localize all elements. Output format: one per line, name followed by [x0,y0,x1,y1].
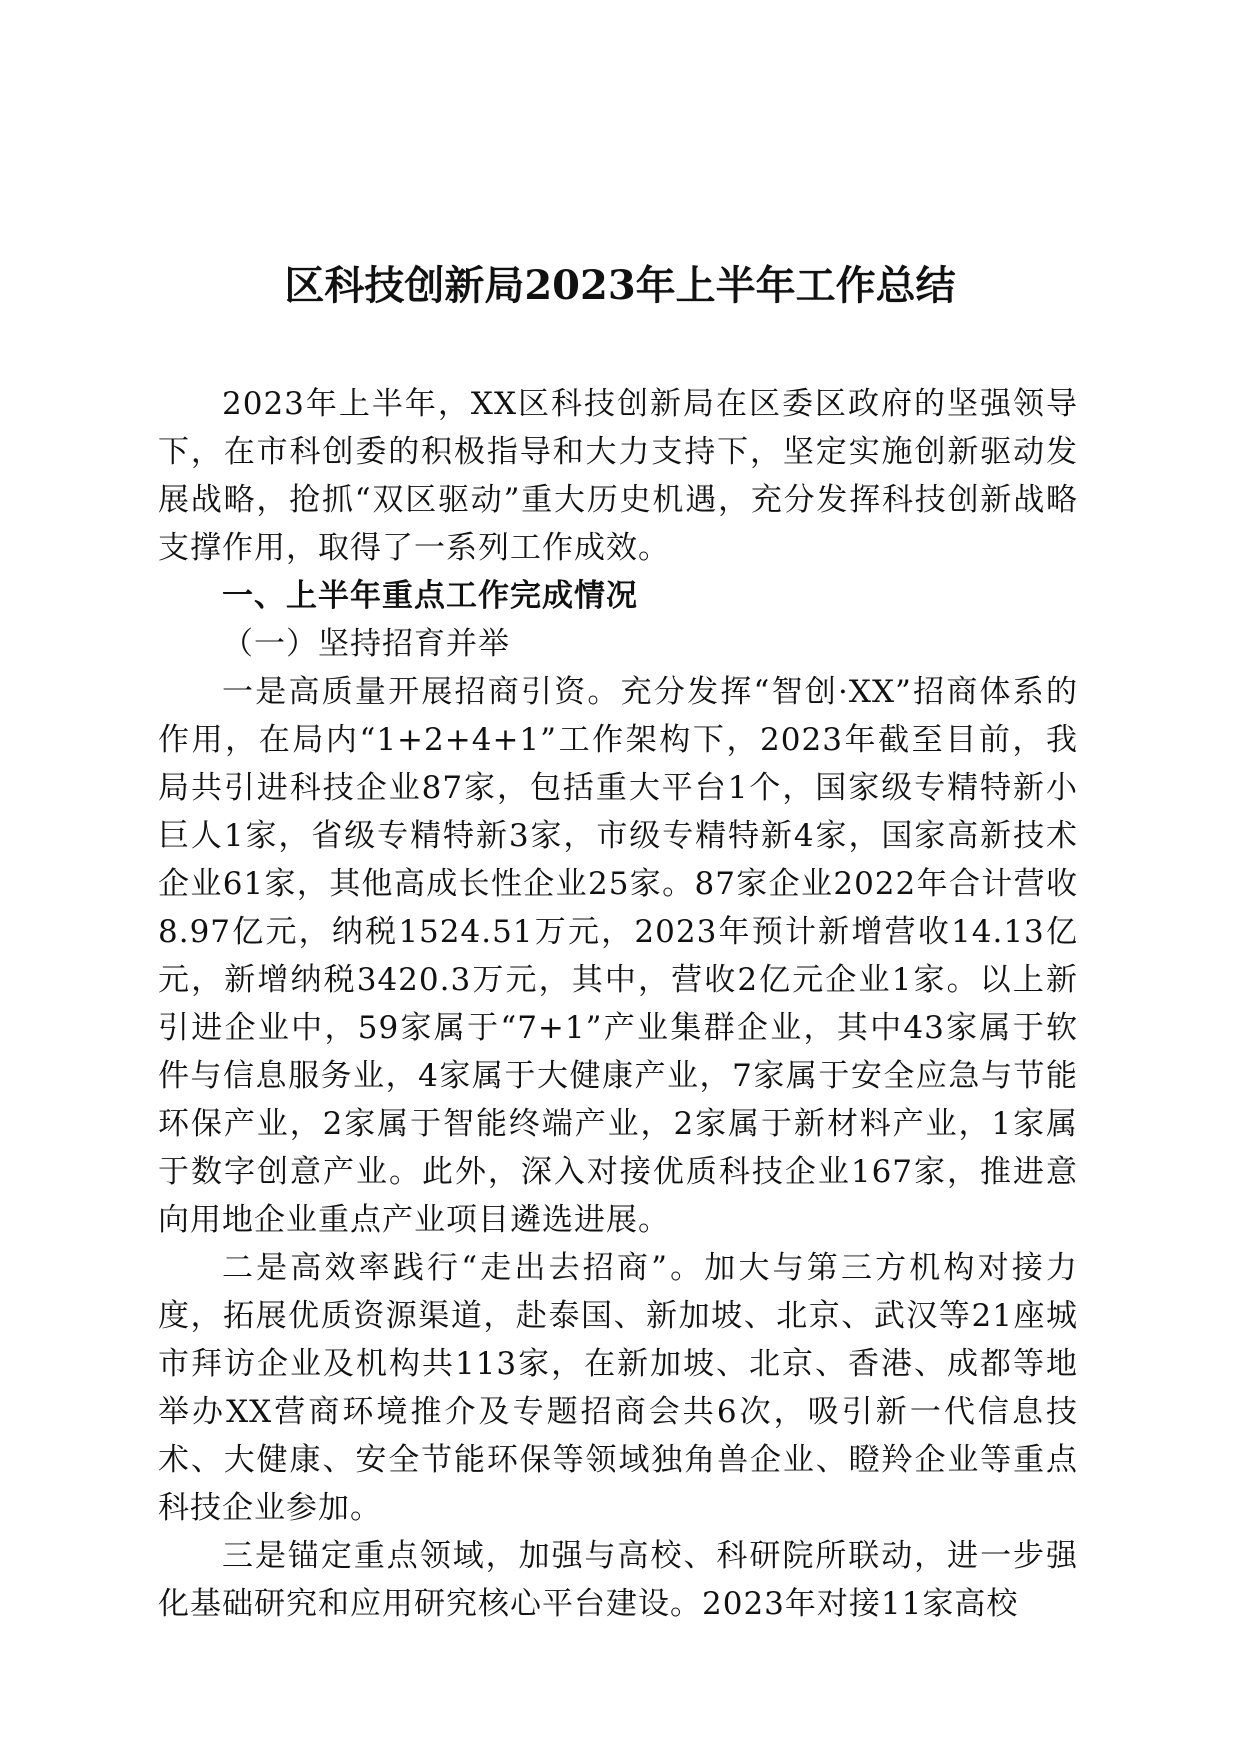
paragraph-investment: 一是高质量开展招商引资。充分发挥“智创·XX”招商体系的作用，在局内“1+2+4+1”工作架构下，2023年截至目前，我局共引进科技企业87家，包括重大平台1个，国家级专精特新小巨人1家，省级专精特新3家，市级专精特新4家，国家高新技术企业61家，其他高成长性企业25家。87家企业2022年合计营收8.97亿元，纳税1524.51万元，2023年预计新增营收14.13亿元，新增纳税3420.3万元，其中，营收2亿元企业1家。以上新引进企业中，59家属于“7+1”产业集群企业，其中43家属于软件与信息服务业，4家属于大健康产业，7家属于安全应急与节能环保产业，2家属于智能终端产业，2家属于新材料产业，1家属于数字创意产业。此外，深入对接优质科技企业167家，推进意向用地企业重点产业项目遴选进展。 [158,674,1078,1238]
paragraph-going-out: 二是高效率践行“走出去招商”。加大与第三方机构对接力度，拓展优质资源渠道，赴泰国、新加坡、北京、武汉等21座城市拜访企业及机构共113家，在新加坡、北京、香港、成都等地举办XX营商环境推介及专题招商会共6次，吸引新一代信息技术、大健康、安全节能环保等领域独角兽企业、瞪羚企业等重点科技企业参加。 [158,1250,1078,1526]
document-body [158,380,1078,1628]
intro-paragraph: 2023年上半年，XX区科技创新局在区委区政府的坚强领导下，在市科创委的积极指导和大力支持下，坚定实施创新驱动发展战略，抢抓“双区驱动”重大历史机遇，充分发挥科技创新战略支撑作用，取得了一系列工作成效。 [158,386,1078,566]
paragraph-research: 三是锚定重点领域，加强与高校、科研院所联动，进一步强化基础研究和应用研究核心平台建设。2023年对接11家高校 [158,1538,1078,1622]
subsection-heading: （一）坚持招育并举 [222,626,510,662]
section-heading: 一、上半年重点工作完成情况 [222,578,638,614]
document-title: 区科技创新局2023年上半年工作总结 [284,261,956,309]
